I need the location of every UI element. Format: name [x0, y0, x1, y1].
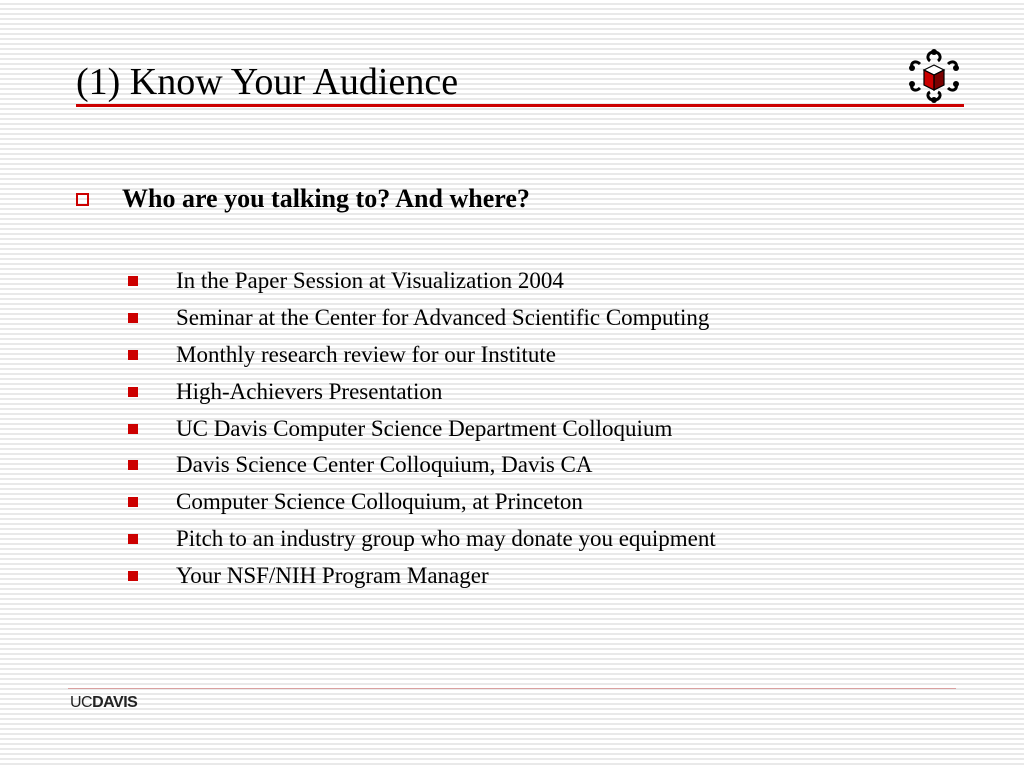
main-point-text: Who are you talking to? And where?: [122, 184, 530, 213]
list-item: [128, 300, 716, 337]
main-point: [76, 182, 530, 216]
logo-uc-text: UC: [70, 694, 93, 711]
solid-square-icon: [128, 350, 138, 360]
list-item-text: In the Paper Session at Visualization 2004: [176, 268, 564, 294]
solid-square-icon: [128, 534, 138, 544]
list-item: [128, 373, 716, 410]
cube-network-icon: [904, 46, 964, 106]
solid-square-icon: [128, 313, 138, 323]
solid-square-icon: [128, 276, 138, 286]
list-item-text: Seminar at the Center for Advanced Scientific Computing: [176, 305, 710, 331]
list-item: [128, 484, 716, 521]
slide-title: (1) Know Your Audience: [76, 61, 459, 103]
hollow-square-icon: [76, 193, 89, 206]
list-item: [128, 557, 716, 594]
list-item-text: Computer Science Colloquium, at Princeton: [176, 489, 583, 515]
list-item-text: Your NSF/NIH Program Manager: [176, 562, 489, 588]
list-item: [128, 337, 716, 374]
list-item-text: UC Davis Computer Science Department Colloquium: [176, 415, 673, 441]
solid-square-icon: [128, 460, 138, 470]
list-item-text: Pitch to an industry group who may donate you equipment: [176, 525, 716, 551]
list-item-text: High-Achievers Presentation: [176, 378, 443, 404]
list-item: [128, 263, 716, 300]
list-item: [128, 521, 716, 558]
solid-square-icon: [128, 571, 138, 581]
logo-davis-text: DAVIS: [92, 694, 138, 711]
footer-divider: [68, 688, 956, 689]
list-item-text: Monthly research review for our Institute: [176, 341, 557, 367]
title-divider: [76, 104, 964, 107]
list-item: [128, 410, 716, 447]
list-item: [128, 447, 716, 484]
uc-davis-logo: [70, 694, 137, 712]
solid-square-icon: [128, 424, 138, 434]
list-item-text: Davis Science Center Colloquium, Davis CA: [176, 452, 593, 478]
solid-square-icon: [128, 387, 138, 397]
sub-point-list: [128, 263, 716, 594]
solid-square-icon: [128, 497, 138, 507]
